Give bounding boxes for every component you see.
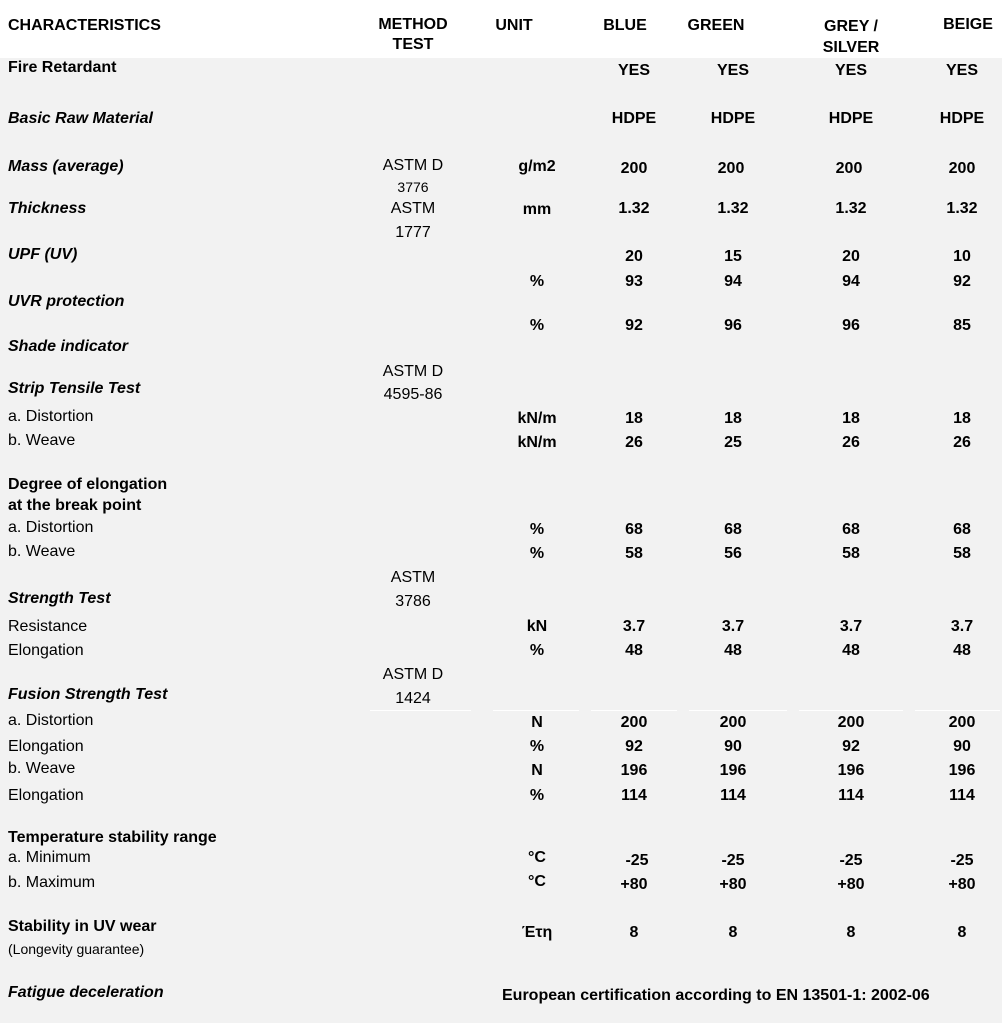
cell-resistance-green: 3.7 (721, 618, 745, 635)
cell-strip-method-num: 4595-86 (383, 386, 443, 403)
cell-upf-pct-unit: % (529, 273, 545, 290)
cell-upf-pct-blue: 93 (625, 273, 643, 290)
row-label-upf: UPF (UV) (8, 246, 78, 263)
cell-strength-method-num: 3786 (395, 593, 431, 610)
cell-elong-b-beige: 58 (953, 545, 971, 562)
cell-upf-beige: 10 (953, 248, 971, 265)
cell-strength-elong-blue: 48 (625, 642, 643, 659)
row-sublabel-longevity: (Longevity guarantee) (8, 941, 145, 957)
cell-strength-method: ASTM (390, 569, 436, 586)
cell-elong-b-blue: 58 (625, 545, 643, 562)
cell-fusion-b-blue: 196 (620, 762, 648, 779)
cell-mass-unit: g/m2 (518, 158, 556, 175)
cell-fusion-b-green: 196 (719, 762, 747, 779)
cell-uvr-pct-grey: 96 (842, 317, 860, 334)
cell-strip-b-unit: kN/m (517, 434, 557, 451)
header-unit: UNIT (495, 17, 533, 34)
cell-upf-pct-grey: 94 (842, 273, 860, 290)
cell-strip-a-green: 18 (724, 410, 742, 427)
cell-elong-a-grey: 68 (842, 521, 860, 538)
row-label-elong-weave: b. Weave (8, 543, 76, 560)
cell-fire-blue: YES (617, 62, 651, 79)
cell-uvwear-grey: 8 (846, 924, 856, 941)
cell-fusion-a-blue: 200 (620, 714, 648, 731)
header-test: TEST (392, 36, 434, 53)
row-label-elong-distortion: a. Distortion (8, 519, 94, 536)
row-label-temperature: Temperature stability range (8, 829, 217, 846)
row-label-fire-retardant: Fire Retardant (8, 59, 117, 76)
divider (591, 710, 677, 711)
cell-resistance-grey: 3.7 (839, 618, 863, 635)
row-label-uvr: UVR protection (8, 293, 125, 310)
cell-upf-green: 15 (724, 248, 742, 265)
row-label-mass: Mass (average) (8, 158, 124, 175)
cell-fusion-a-elong-beige: 90 (953, 738, 971, 755)
cell-strip-a-beige: 18 (953, 410, 971, 427)
cell-fusion-b-elong-green: 114 (720, 787, 746, 804)
cell-thickness-beige: 1.32 (946, 200, 978, 217)
cell-strip-a-unit: kN/m (517, 410, 557, 427)
cell-resistance-blue: 3.7 (622, 618, 646, 635)
cell-fire-green: YES (716, 62, 750, 79)
row-label-break-point: at the break point (8, 497, 142, 514)
cell-fusion-a-elong-green: 90 (724, 738, 742, 755)
cell-uvwear-unit: Έτη (521, 924, 553, 941)
header-blue: BLUE (603, 17, 647, 34)
cell-temp-min-blue: -25 (625, 852, 649, 869)
cell-strength-elong-unit: % (529, 642, 545, 659)
cell-uvr-pct-blue: 92 (625, 317, 643, 334)
cell-strength-elong-grey: 48 (842, 642, 860, 659)
divider (493, 710, 579, 711)
cell-fusion-a-elong-grey: 92 (842, 738, 860, 755)
cell-temp-min-grey: -25 (839, 852, 863, 869)
row-label-strength-elongation: Elongation (8, 642, 84, 659)
cell-temp-max-blue: +80 (620, 876, 648, 893)
row-label-strip-distortion: a. Distortion (8, 408, 94, 425)
row-label-fusion-b-elongation: Elongation (8, 787, 84, 804)
row-label-strip: Strip Tensile Test (8, 380, 141, 397)
cell-temp-max-beige: +80 (948, 876, 976, 893)
cell-temp-min-unit: °C (528, 849, 546, 866)
cell-resistance-unit: kN (526, 618, 548, 635)
cell-temp-max-green: +80 (719, 876, 747, 893)
cell-fusion-b-elong-beige: 114 (949, 787, 975, 804)
row-label-temp-minimum: a. Minimum (8, 849, 91, 866)
cell-fire-beige: YES (945, 62, 979, 79)
cell-fusion-a-elong-unit: % (529, 738, 545, 755)
row-label-fusion-weave: b. Weave (8, 760, 76, 777)
cell-temp-min-beige: -25 (950, 852, 974, 869)
cell-mass-blue: 200 (620, 160, 648, 177)
cell-strength-elong-green: 48 (724, 642, 742, 659)
header-green: GREEN (687, 17, 745, 34)
cell-uvwear-blue: 8 (629, 924, 639, 941)
row-label-resistance: Resistance (8, 618, 88, 635)
cell-temp-max-grey: +80 (837, 876, 865, 893)
cell-mass-method-num: 3776 (397, 179, 429, 195)
cell-uvr-pct-beige: 85 (953, 317, 971, 334)
cell-upf-grey: 20 (842, 248, 860, 265)
header-method: METHOD (378, 16, 448, 33)
cell-elong-a-unit: % (529, 521, 545, 538)
header-characteristics: CHARACTERISTICS (8, 17, 161, 34)
cell-mass-beige: 200 (948, 160, 976, 177)
cell-fusion-method-num: 1424 (395, 690, 431, 707)
divider (689, 710, 787, 711)
cell-strip-b-green: 25 (724, 434, 742, 451)
row-label-strength: Strength Test (8, 590, 111, 607)
cell-upf-blue: 20 (625, 248, 643, 265)
cell-strip-method: ASTM D (382, 363, 444, 380)
cell-fusion-a-unit: N (531, 714, 543, 731)
cell-temp-max-unit: °C (528, 873, 546, 890)
cell-mass-grey: 200 (835, 160, 863, 177)
cell-thickness-green: 1.32 (717, 200, 749, 217)
row-label-fatigue: Fatigue deceleration (8, 984, 164, 1001)
row-label-fusion-a-elongation: Elongation (8, 738, 84, 755)
row-label-shade: Shade indicator (8, 338, 129, 355)
cell-elong-b-grey: 58 (842, 545, 860, 562)
cell-elong-a-blue: 68 (625, 521, 643, 538)
cell-mass-green: 200 (717, 160, 745, 177)
cell-fusion-a-green: 200 (719, 714, 747, 731)
cell-fusion-a-grey: 200 (837, 714, 865, 731)
cell-thickness-unit: mm (522, 201, 552, 218)
cell-elong-a-green: 68 (724, 521, 742, 538)
cell-mass-method: ASTM D (382, 157, 444, 174)
row-label-fusion: Fusion Strength Test (8, 686, 168, 703)
cell-raw-beige: HDPE (939, 110, 985, 127)
divider (915, 710, 1000, 711)
cell-fire-grey: YES (834, 62, 868, 79)
header-silver: SILVER (822, 39, 880, 56)
cell-resistance-beige: 3.7 (950, 618, 974, 635)
cell-raw-green: HDPE (710, 110, 756, 127)
cell-fusion-a-elong-blue: 92 (625, 738, 643, 755)
row-label-strip-weave: b. Weave (8, 432, 76, 449)
row-label-thickness: Thickness (8, 200, 87, 217)
cell-strip-a-blue: 18 (625, 410, 643, 427)
row-label-fusion-distortion: a. Distortion (8, 712, 94, 729)
cell-fusion-method: ASTM D (382, 666, 444, 683)
cell-fusion-b-elong-grey: 114 (838, 787, 864, 804)
cell-elong-b-green: 56 (724, 545, 742, 562)
cell-fatigue-certification: European certification according to EN 13501-1: 2002-06 (502, 987, 930, 1004)
cell-temp-min-green: -25 (721, 852, 745, 869)
cell-fusion-b-elong-blue: 114 (621, 787, 647, 804)
cell-uvwear-beige: 8 (957, 924, 967, 941)
cell-upf-pct-beige: 92 (953, 273, 971, 290)
cell-thickness-grey: 1.32 (835, 200, 867, 217)
cell-strip-b-beige: 26 (953, 434, 971, 451)
cell-thickness-blue: 1.32 (618, 200, 650, 217)
row-label-raw-material: Basic Raw Material (8, 110, 153, 127)
cell-fusion-b-unit: N (531, 762, 543, 779)
divider (799, 710, 903, 711)
cell-fusion-b-grey: 196 (837, 762, 865, 779)
row-label-uv-wear: Stability in UV wear (8, 918, 157, 935)
cell-upf-pct-green: 94 (724, 273, 742, 290)
cell-elong-b-unit: % (529, 545, 545, 562)
row-label-elongation: Degree of elongation (8, 476, 168, 493)
cell-uvr-pct-unit: % (529, 317, 545, 334)
cell-elong-a-beige: 68 (953, 521, 971, 538)
cell-fusion-b-beige: 196 (948, 762, 976, 779)
cell-fusion-b-elong-unit: % (529, 787, 545, 804)
cell-strip-b-grey: 26 (842, 434, 860, 451)
cell-uvr-pct-green: 96 (724, 317, 742, 334)
cell-strip-b-blue: 26 (625, 434, 643, 451)
cell-fusion-a-beige: 200 (948, 714, 976, 731)
cell-thickness-method-num: 1777 (395, 224, 431, 241)
row-label-temp-maximum: b. Maximum (8, 874, 96, 891)
cell-thickness-method: ASTM (390, 200, 436, 217)
divider (370, 710, 471, 711)
cell-strength-elong-beige: 48 (953, 642, 971, 659)
cell-uvwear-green: 8 (728, 924, 738, 941)
cell-raw-blue: HDPE (611, 110, 657, 127)
header-grey: GREY / (824, 18, 878, 35)
cell-raw-grey: HDPE (828, 110, 874, 127)
header-beige: BEIGE (943, 16, 993, 33)
cell-strip-a-grey: 18 (842, 410, 860, 427)
